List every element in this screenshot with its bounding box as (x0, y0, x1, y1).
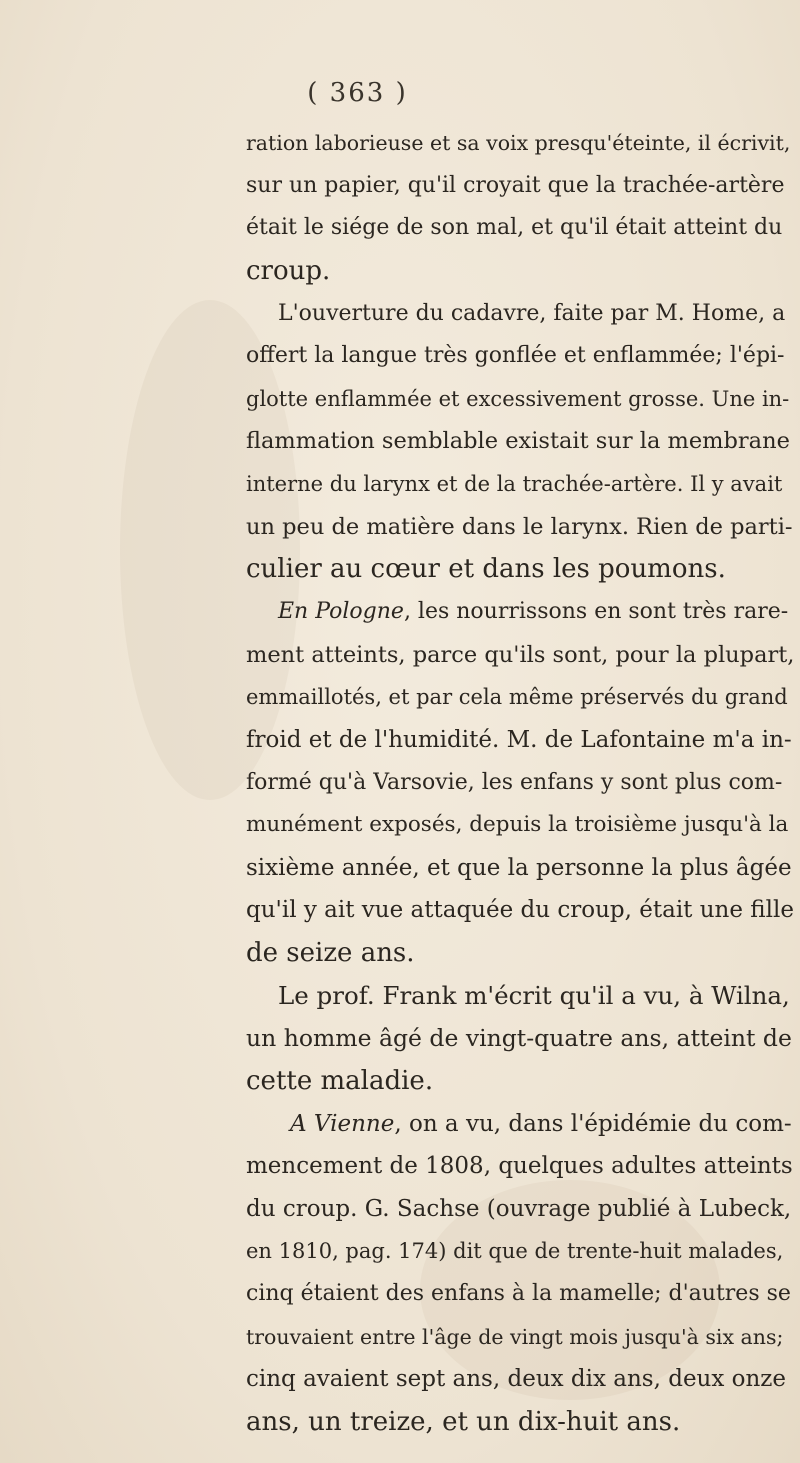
text-line: emmaillotés, et par cela même préservés du grand (246, 685, 788, 709)
text-line: croup. (246, 256, 331, 286)
text-line: cette maladie. (246, 1066, 434, 1096)
text-line (290, 1107, 792, 1141)
text-line: offert la langue très gonflée et enflammée; l'épi- (246, 343, 785, 368)
text-line: flammation semblable existait sur la membrane (246, 428, 790, 454)
text-line: interne du larynx et de la trachée-artère. Il y avait (246, 472, 783, 496)
text-line: un homme âgé de vingt-quatre ans, atteint de (246, 1024, 792, 1052)
text-span: , les nourrissons en sont très rare- (403, 599, 789, 624)
text-line: un peu de matière dans le larynx. Rien de parti- (246, 514, 793, 540)
text-span: , on a vu, dans l'épidémie du com- (394, 1111, 792, 1137)
text-line: qu'il y ait vue attaquée du croup, était une fille (246, 897, 794, 923)
text-line: ration laborieuse et sa voix presqu'éteinte, il écrivit, (246, 131, 791, 155)
text-line: cinq avaient sept ans, deux dix ans, deux onze (246, 1366, 787, 1392)
text-line: froid et de l'humidité. M. de Lafontaine m'a in- (246, 727, 792, 753)
place-name: En Pologne (278, 599, 404, 624)
text-line: formé qu'à Varsovie, les enfans y sont plus com- (246, 770, 783, 795)
text-line: cinq étaient des enfans à la mamelle; d'autres se (246, 1281, 791, 1306)
text-line: en 1810, pag. 174) dit que de trente-huit malades, (246, 1239, 784, 1263)
text-line: était le siége de son mal, et qu'il était atteint du (246, 215, 783, 240)
text-line: du croup. G. Sachse (ouvrage publié à Lubeck, (246, 1196, 792, 1222)
text-line: culier au cœur et dans les poumons. (246, 554, 726, 584)
text-line: L'ouverture du cadavre, faite par M. Home, a (278, 301, 786, 326)
text-line: Le prof. Frank m'écrit qu'il a vu, à Wilna, (278, 981, 790, 1010)
text-line (278, 595, 788, 629)
text-line: ans, un treize, et un dix-huit ans. (246, 1407, 681, 1437)
text-line: sur un papier, qu'il croyait que la trachée-artère (246, 173, 785, 198)
text-line: munément exposés, depuis la troisième jusqu'à la (246, 812, 789, 837)
text-line: glotte enflammée et excessivement grosse. Une in- (246, 387, 790, 411)
text-line: de seize ans. (246, 938, 415, 968)
page-number: ( 363 ) (307, 78, 408, 108)
text-line: trouvaient entre l'âge de vingt mois jusqu'à six ans; (246, 1325, 784, 1349)
text-line: ment atteints, parce qu'ils sont, pour la plupart, (246, 642, 795, 668)
text-line: mencement de 1808, quelques adultes atteints (246, 1153, 793, 1179)
place-name: A Vienne (290, 1111, 395, 1137)
text-line: sixième année, et que la personne la plus âgée (246, 855, 792, 881)
